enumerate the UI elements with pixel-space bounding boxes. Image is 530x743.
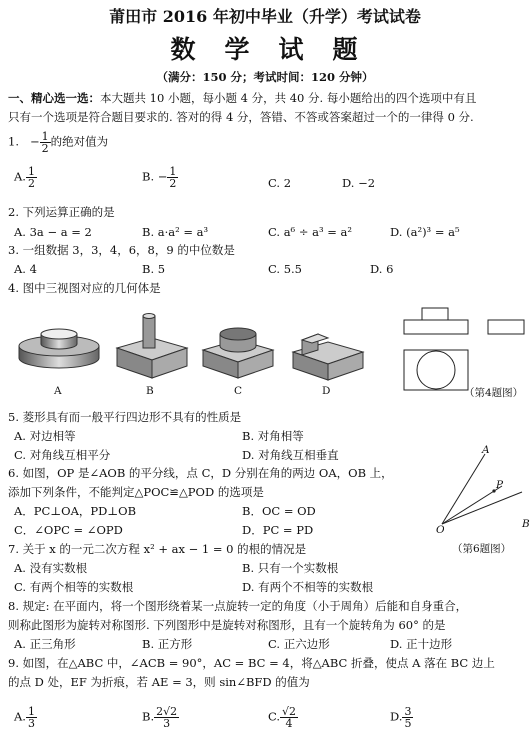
q3-option-d: D. 6 bbox=[370, 262, 394, 276]
q1-option-b bbox=[142, 166, 178, 189]
q3-option-c: C. 5.5 bbox=[268, 262, 302, 276]
q1-text: 的绝对值为 bbox=[50, 134, 109, 149]
q9-option-c-frac bbox=[280, 706, 298, 729]
q1-opt-b-num: 1 bbox=[169, 165, 177, 178]
q6-option-a: A．PC⊥OA，PD⊥OB bbox=[14, 504, 137, 518]
question-3-stem: 3. 一组数据 3，3，4，6，8，9 的中位数是 bbox=[8, 243, 235, 257]
q1-opt-a-num: 1 bbox=[27, 165, 35, 178]
q7-option-d: D. 有两个不相等的实数根 bbox=[242, 580, 374, 594]
q9-opt-d-num: 3 bbox=[404, 705, 412, 718]
q1-option-d-label: D. bbox=[342, 176, 355, 190]
q7-option-a: A. 没有实数根 bbox=[14, 561, 88, 575]
q4-label-d: D bbox=[322, 385, 331, 397]
q1-opt-b-den: 2 bbox=[169, 177, 177, 190]
question-5-stem: 5. 菱形具有而一般平行四边形不具有的性质是 bbox=[8, 410, 242, 424]
q6-option-d: D．PC = PD bbox=[242, 523, 314, 537]
q6-angle-figure bbox=[430, 450, 525, 530]
q1-option-d bbox=[342, 176, 375, 190]
q1-option-c-text: 2 bbox=[283, 176, 292, 190]
q9-opt-b-den: 3 bbox=[163, 717, 171, 730]
q1-option-c-label: C. bbox=[268, 176, 281, 190]
q9-opt-d-den: 5 bbox=[404, 717, 412, 730]
q7-option-c: C. 有两个相等的实数根 bbox=[14, 580, 134, 594]
q9-option-b-label: B. bbox=[142, 709, 155, 724]
q2-option-c: C. a⁶ ÷ a³ = a² bbox=[268, 225, 352, 239]
section-intro-text: 本大题共 10 小题，每小题 4 分，共 40 分. 每小题给出的四个选项中有且 bbox=[100, 91, 477, 105]
q9-option-d-frac bbox=[402, 706, 413, 729]
question-2-stem: 2. 下列运算正确的是 bbox=[8, 205, 115, 219]
q1-minus: − bbox=[29, 134, 40, 149]
question-9-stem-1: 9. 如图，在△ABC 中，∠ACB = 90°，AC = BC = 4，将△ABC 折叠，使点 A 落在 BC 边上 bbox=[8, 656, 495, 670]
section-intro-line1 bbox=[8, 91, 476, 105]
q2-option-a: A. 3a − a = 2 bbox=[14, 225, 92, 239]
q9-opt-b-num: 2√2 bbox=[156, 705, 178, 718]
q7-option-b: B. 只有一个实数根 bbox=[242, 561, 339, 575]
subject-title: 数 学 试 题 bbox=[170, 35, 360, 64]
q3-option-a: A. 4 bbox=[14, 262, 37, 276]
q4-figure-caption: （第4题图） bbox=[464, 387, 524, 399]
question-6-stem-2: 添加下列条件，不能判定△POC≌△POD 的选项是 bbox=[8, 485, 264, 499]
q1-option-a bbox=[14, 166, 37, 189]
question-7-stem: 7. 关于 x 的一元二次方程 x² + ax − 1 = 0 的根的情况是 bbox=[8, 542, 307, 556]
q1-option-a-label: A. bbox=[14, 169, 26, 184]
section-intro-line2: 只有一个选项是符合题目要求的. 答对的得 4 分，答错、不答或答案超过一个的一律得 0 分. bbox=[8, 110, 474, 124]
q5-option-d: D. 对角线互相垂直 bbox=[242, 448, 339, 462]
q4-solid-a bbox=[14, 318, 104, 378]
exam-meta: （满分：150 分；考试时间：120 分钟） bbox=[156, 70, 374, 84]
q1-number: 1. bbox=[8, 134, 19, 149]
question-6-stem-1: 6. 如图，OP 是∠AOB 的平分线，点 C，D 分别在角的两边 OA，OB 上， bbox=[8, 466, 393, 480]
q9-option-a-frac bbox=[26, 706, 37, 729]
q9-option-b-frac bbox=[154, 706, 179, 729]
q4-solid-d bbox=[288, 322, 368, 382]
q1-option-a-frac bbox=[26, 166, 37, 189]
q8-option-a: A. 正三角形 bbox=[14, 637, 76, 651]
q5-option-c: C. 对角线互相平分 bbox=[14, 448, 111, 462]
q9-option-d-label: D. bbox=[390, 709, 403, 724]
q4-label-a: A bbox=[54, 385, 62, 397]
q1-fraction bbox=[40, 131, 51, 154]
q9-option-c bbox=[268, 706, 298, 729]
q6-label-o: O bbox=[436, 524, 445, 536]
q1-opt-a-den: 2 bbox=[27, 177, 35, 190]
q4-three-views bbox=[400, 305, 530, 395]
q5-option-a: A. 对边相等 bbox=[14, 429, 76, 443]
q1-frac-num: 1 bbox=[41, 130, 49, 143]
exam-title: 莆田市 2016 年初中毕业（升学）考试试卷 bbox=[109, 7, 421, 26]
q4-label-b: B bbox=[146, 385, 154, 397]
question-8-stem-2: 则称此图形为旋转对称图形. 下列图形中是旋转对称图形，且有一个旋转角为 60° 的是 bbox=[8, 618, 446, 632]
q8-option-c: C. 正六边形 bbox=[268, 637, 330, 651]
question-1-stem bbox=[8, 131, 108, 154]
q3-option-b: B. 5 bbox=[142, 262, 166, 276]
q1-option-c bbox=[268, 176, 291, 190]
q4-solid-b bbox=[112, 308, 192, 383]
q9-option-d bbox=[390, 706, 413, 729]
q8-option-d: D. 正十边形 bbox=[390, 637, 453, 651]
q9-option-c-label: C. bbox=[268, 709, 281, 724]
q6-label-p: P bbox=[496, 479, 504, 491]
q6-label-a: A bbox=[482, 444, 490, 456]
question-8-stem-1: 8. 规定: 在平面内，将一个图形绕着某一点旋转一定的角度（小于周角）后能和自身重合， bbox=[8, 599, 468, 613]
q5-option-b: B. 对角相等 bbox=[242, 429, 304, 443]
q9-opt-c-num: √2 bbox=[282, 705, 297, 718]
q1-option-b-prefix: − bbox=[157, 169, 168, 184]
q9-opt-a-den: 3 bbox=[27, 717, 35, 730]
q2-option-b: B. a·a² = a³ bbox=[142, 225, 209, 239]
q9-opt-a-num: 1 bbox=[27, 705, 35, 718]
section-heading: 一、精心选一选： bbox=[8, 91, 100, 105]
q9-opt-c-den: 4 bbox=[285, 717, 293, 730]
q9-option-b bbox=[142, 706, 179, 729]
q9-option-a-label: A. bbox=[14, 709, 26, 724]
q9-option-a bbox=[14, 706, 37, 729]
question-9-stem-2: 的点 D 处，EF 为折痕，若 AE = 3，则 sin∠BFD 的值为 bbox=[8, 675, 310, 689]
q8-option-b: B. 正方形 bbox=[142, 637, 193, 651]
q2-option-d: D. (a²)³ = a⁵ bbox=[390, 225, 460, 239]
q4-solid-c bbox=[198, 322, 278, 382]
q6-label-b: B bbox=[522, 518, 530, 530]
q4-label-c: C bbox=[234, 385, 243, 397]
q1-option-b-frac bbox=[167, 166, 178, 189]
q1-frac-den: 2 bbox=[41, 142, 49, 155]
q6-option-c: C．∠OPC = ∠OPD bbox=[14, 523, 123, 537]
question-4-stem: 4. 图中三视图对应的几何体是 bbox=[8, 281, 161, 295]
q1-option-d-text: −2 bbox=[358, 176, 376, 190]
q1-option-b-label: B. bbox=[142, 169, 155, 184]
q6-figure-caption: （第6题图） bbox=[452, 543, 512, 555]
q6-option-b: B．OC = OD bbox=[242, 504, 316, 518]
